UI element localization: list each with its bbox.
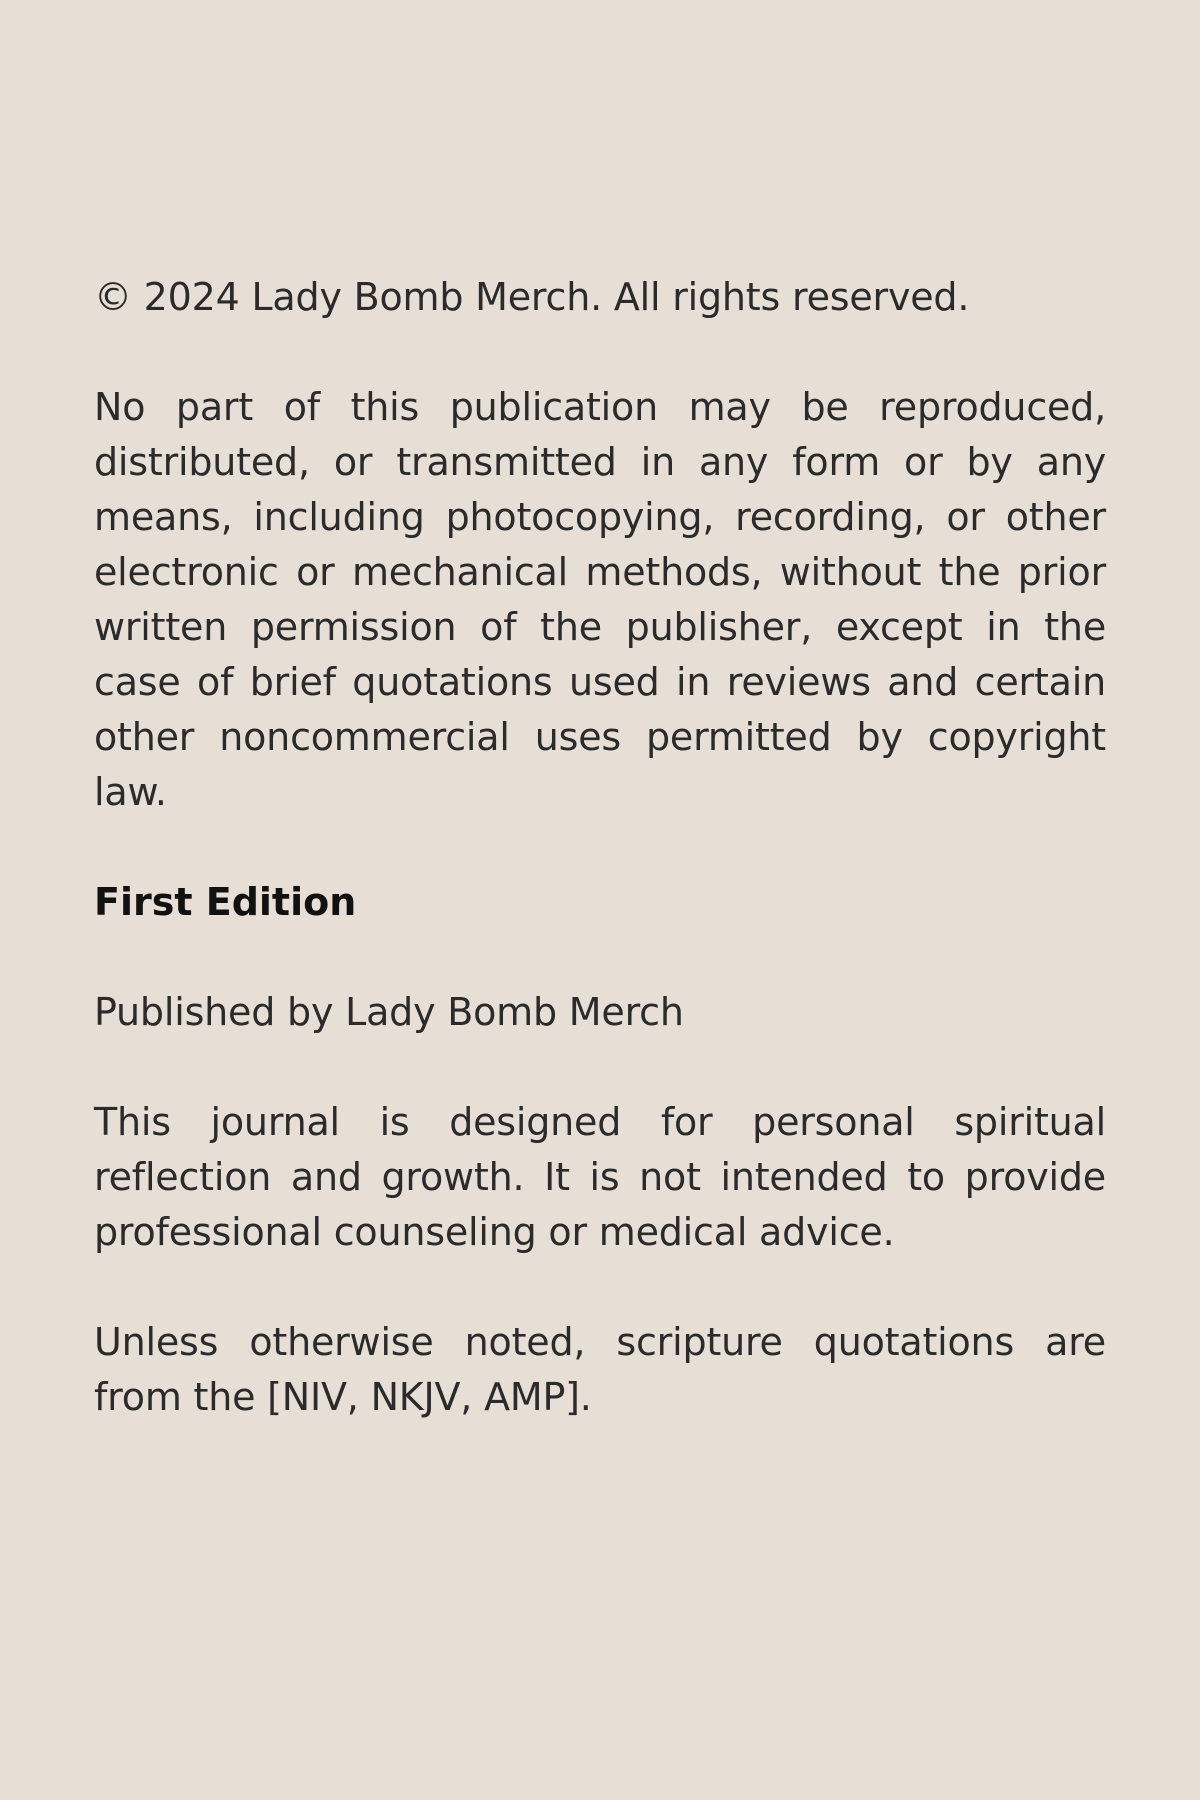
rights-notice: No part of this publication may be reproduced, distributed, or transmitted in any form or by any means, including photocopying, recording, or other electronic or mechanical methods, without the prior written permission of the publisher, except in the case of brief quotations used in reviews and certain other noncommercial uses permitted by copyright law.	[94, 385, 1106, 814]
publisher-line: Published by Lady Bomb Merch	[94, 990, 684, 1034]
disclaimer-paragraph: This journal is designed for personal spiritual reflection and growth. It is not intended to provide professional counseling or medical advice.	[94, 1100, 1106, 1254]
copyright-page	[94, 270, 1106, 1480]
edition-heading: First Edition	[94, 880, 357, 924]
copyright-line: © 2024 Lady Bomb Merch. All rights reserved.	[94, 275, 970, 319]
scripture-note: Unless otherwise noted, scripture quotations are from the [NIV, NKJV, AMP].	[94, 1320, 1106, 1419]
